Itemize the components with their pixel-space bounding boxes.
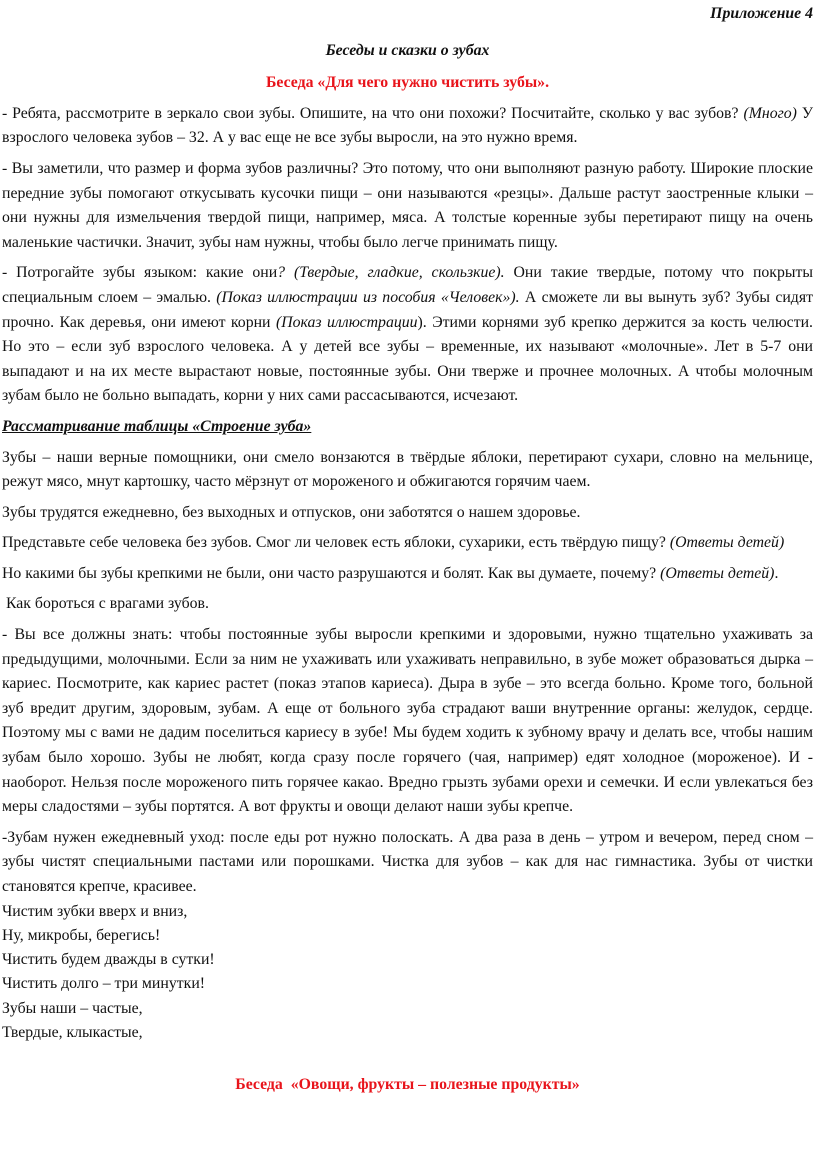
answer-hint: (Много)	[743, 104, 797, 122]
paragraph-text: - Ребята, рассмотрите в зеркало свои зубы. Опишите, на что они похожи? Посчитайте, сколько у вас зубов?	[2, 104, 739, 122]
appendix-label: Приложение 4	[710, 5, 813, 22]
paragraph-enemies: Как бороться с врагами зубов.	[2, 595, 209, 613]
paragraph-text: .	[774, 564, 779, 582]
verse-line: Чистить долго – три минутки!	[2, 975, 206, 993]
verse-line: Твердые, клыкастые,	[2, 1024, 143, 1042]
verse-line: Чистить будем дважды в сутки!	[2, 951, 215, 969]
paragraph-text: ). Этими корнями зуб крепко держится за кость челюсти. Но это – если зуб взрослого человека. А у детей все зубы – временные, их называют «молочные». Лет в 5-7 они выпадают и на их месте вырастают новые, постоянные зубы. Они тверже и прочнее молочных. А чтобы молочным зубам было не больно выпадать, корни у них сами рассасываются, исчезают.	[2, 313, 814, 405]
paragraph-caries: - Вы все должны знать: чтобы постоянные зубы выросли крепкими и здоровыми, нужно тщательно ухаживать за предыдущими, молочными. Если за ним не ухаживать или ухаживать неправильно, в зубе может образоваться дырка – кариес. Посмотрите, как кариес растет (показ этапов кариеса). Дыра в зубе – это всегда больно. Кроме того, больной зуб вредит другим, здоровым, зубам. А еще от больного зуба страдают ваши внутренние органы: желудок, сердце. Поэтому мы с вами не дадим поселиться кариесу в зубе! Мы будем ходить к зубному врачу и делать все, чтобы нашим зубам было хорошо. Зубы не любят, когда сразу после горячего (чая, например) едят холодное (мороженое). И - наоборот. Нельзя после мороженого пить горячее какао. Вредно грызть зубами орехи и семечки. И если увлекаться без меры сладостями – зубы портятся. А вот фрукты и овощи делают наши зубы крепче.	[2, 626, 813, 816]
verse-line: Зубы наши – частые,	[2, 999, 143, 1017]
illustration-note: (Показ иллюстрации из пособия «Человек»).	[216, 288, 520, 306]
document-title: Беседы и сказки о зубах	[325, 41, 490, 59]
verse-line: Ну, микробы, берегись!	[2, 926, 161, 944]
next-conversation-title: Беседа «Овощи, фрукты – полезные продукты»	[235, 1076, 580, 1094]
paragraph-text: Представьте себе человека без зубов. Смог ли человек есть яблоки, сухарики, есть твёрдую пищу?	[2, 534, 670, 552]
paragraph-daily-care: -Зубам нужен ежедневный уход: после еды рот нужно полоскать. А два раза в день – утром и вечером, перед сном – зубы чистят специальными пастами или порошками. Чистка для зубов – как для нас гимнастика. Зубы от чистки становятся крепче, красивее.	[2, 828, 813, 895]
paragraph-mirror	[2, 102, 813, 151]
answer-hint: (Ответы детей)	[669, 534, 785, 552]
paragraph-no-teeth	[2, 531, 813, 556]
paragraph-enamel	[2, 261, 813, 409]
verse-line: Чистим зубки вверх и вниз,	[2, 902, 188, 920]
paragraph-daily-work: Зубы трудятся ежедневно, без выходных и отпусков, они заботятся о нашем здоровье.	[2, 503, 581, 521]
conversation-title: Беседа «Для чего нужно чистить зубы».	[265, 74, 550, 92]
paragraph-tooth-types: - Вы заметили, что размер и форма зубов различны? Это потому, что они выполняют разную работу. Широкие плоские передние зубы помогают откусывать кусочки пищи – они называются «резцы». Дальше растут заостренные клыки – они нужны для измельчения твердой пищи, например, мяса. А толстые коренные зубы перетирают пищу на очень маленькие частички. Значит, зубы нам нужны, чтобы было легче принимать пищу.	[2, 159, 813, 251]
paragraph-helpers: Зубы – наши верные помощники, они смело вонзаются в твёрдые яблоки, перетирают сухари, словно на мельнице, режут мясо, мнут картошку, часто мёрзнут от мороженого и обжигаются горячим чаем.	[2, 448, 813, 491]
answer-hint: (Ответы детей)	[660, 564, 775, 582]
paragraph-text: - Потрогайте зубы языком: какие они	[2, 264, 278, 282]
paragraph-text: Они такие твердые, потому что покрыты специальным слоем – эмалью.	[2, 264, 813, 306]
answer-hint: ? (Твердые, гладкие, скользкие).	[277, 264, 505, 282]
paragraph-text: Но какими бы зубы крепкими не были, они часто разрушаются и болят. Как вы думаете, почему?	[2, 564, 661, 582]
subheading-tooth-structure: Рассматривание таблицы «Строение зуба»	[2, 417, 312, 435]
paragraph-text: У взрослого человека зубов – 32. А у вас еще не все зубы выросли, на это нужно время.	[2, 104, 814, 147]
illustration-note: (Показ иллюстрации	[275, 313, 418, 331]
paragraph-why-hurt	[2, 562, 813, 587]
paragraph-text: А сможете ли вы вынуть зуб? Зубы сидят прочно. Как деревья, они имеют корни	[2, 288, 813, 331]
